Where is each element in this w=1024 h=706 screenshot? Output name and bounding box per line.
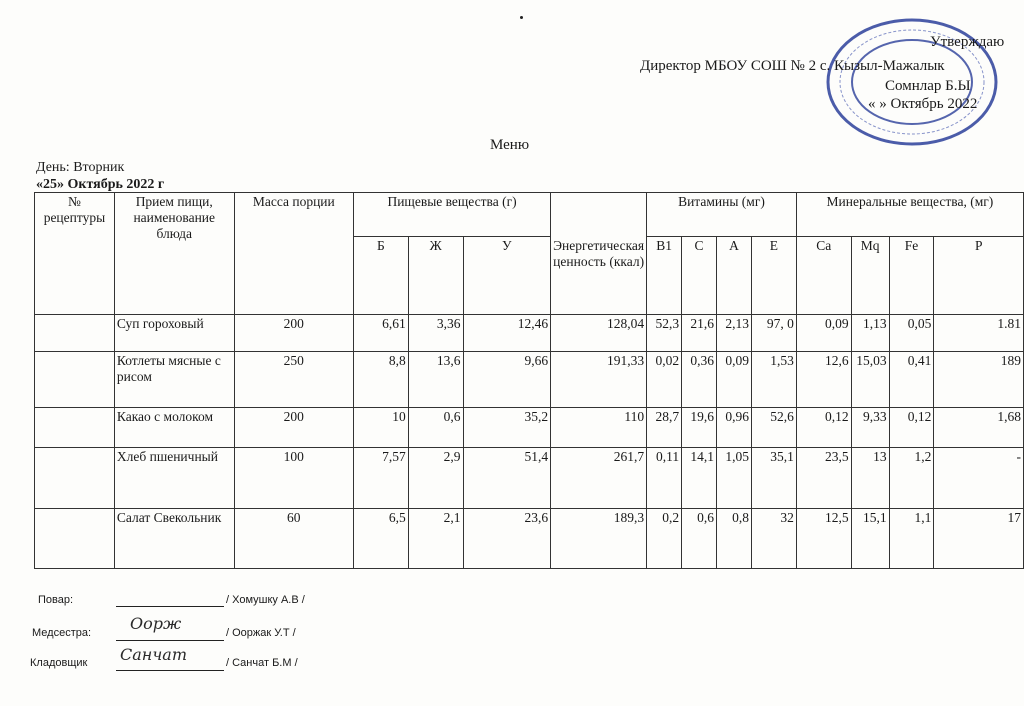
protein-cell: 7,57 xyxy=(353,448,408,509)
vitamin-b1-cell: 52,3 xyxy=(647,315,682,352)
carb-cell: 23,6 xyxy=(463,509,551,569)
phosphorus-cell: - xyxy=(934,448,1024,509)
phosphorus-cell: 1,68 xyxy=(934,408,1024,448)
storekeeper-name: / Санчат Б.М / xyxy=(226,657,298,669)
vitamin-a-cell: 0,96 xyxy=(717,408,752,448)
magnesium-cell: 15,03 xyxy=(851,352,889,408)
energy-cell: 261,7 xyxy=(551,448,647,509)
subheader-zh: Ж xyxy=(408,237,463,315)
subheader-fe: Fe xyxy=(889,237,934,315)
document-title: Меню xyxy=(490,137,530,153)
table-row xyxy=(35,315,1024,352)
mass-cell: 100 xyxy=(234,448,353,509)
mass-cell: 200 xyxy=(234,408,353,448)
fat-cell: 2,9 xyxy=(408,448,463,509)
vitamin-b1-cell: 0,2 xyxy=(647,509,682,569)
phosphorus-cell: 17 xyxy=(934,509,1024,569)
date-label: «25» Октябрь 2022 г xyxy=(36,177,165,192)
iron-cell: 0,05 xyxy=(889,315,934,352)
header-nutrients: Пищевые вещества (г) xyxy=(353,193,550,237)
subheader-a: A xyxy=(717,237,752,315)
subheader-c: C xyxy=(682,237,717,315)
vitamin-c-cell: 19,6 xyxy=(682,408,717,448)
vitamin-b1-cell: 28,7 xyxy=(647,408,682,448)
vitamin-c-cell: 0,6 xyxy=(682,509,717,569)
vitamin-a-cell: 0,09 xyxy=(717,352,752,408)
phosphorus-cell: 189 xyxy=(934,352,1024,408)
ink-dot xyxy=(520,16,523,19)
dish-name: Какао с молоком xyxy=(114,408,234,448)
header-meal: Прием пищи, наименование блюда xyxy=(114,193,234,315)
approval-signatory: Сомнлар Б.Ы xyxy=(885,78,971,94)
dish-name: Салат Свекольник xyxy=(114,509,234,569)
fat-cell: 3,36 xyxy=(408,315,463,352)
energy-cell: 189,3 xyxy=(551,509,647,569)
recipe-cell xyxy=(35,509,115,569)
protein-cell: 6,61 xyxy=(353,315,408,352)
approval-director: Директор МБОУ СОШ № 2 с. Кызыл-Мажалык xyxy=(640,58,945,74)
carb-cell: 12,46 xyxy=(463,315,551,352)
energy-cell: 191,33 xyxy=(551,352,647,408)
carb-cell: 35,2 xyxy=(463,408,551,448)
magnesium-cell: 15,1 xyxy=(851,509,889,569)
calcium-cell: 0,12 xyxy=(796,408,851,448)
nurse-name: / Ооржак У.Т / xyxy=(226,627,296,639)
approval-line-1: Утверждаю xyxy=(930,34,1005,50)
header-vitamins: Витамины (мг) xyxy=(647,193,797,237)
table-row xyxy=(35,509,1024,569)
day-label: День: Вторник xyxy=(36,160,125,175)
vitamin-a-cell: 2,13 xyxy=(717,315,752,352)
vitamin-b1-cell: 0,02 xyxy=(647,352,682,408)
nurse-signature-line xyxy=(116,640,224,641)
mass-cell: 60 xyxy=(234,509,353,569)
recipe-cell xyxy=(35,448,115,509)
fat-cell: 2,1 xyxy=(408,509,463,569)
fat-cell: 13,6 xyxy=(408,352,463,408)
header-energy: Энергетическая ценность (ккал) xyxy=(551,193,647,315)
iron-cell: 0,41 xyxy=(889,352,934,408)
calcium-cell: 0,09 xyxy=(796,315,851,352)
mass-cell: 200 xyxy=(234,315,353,352)
table-row xyxy=(35,448,1024,509)
protein-cell: 6,5 xyxy=(353,509,408,569)
phosphorus-cell: 1.81 xyxy=(934,315,1024,352)
subheader-b1: B1 xyxy=(647,237,682,315)
vitamin-c-cell: 0,36 xyxy=(682,352,717,408)
fat-cell: 0,6 xyxy=(408,408,463,448)
iron-cell: 0,12 xyxy=(889,408,934,448)
calcium-cell: 23,5 xyxy=(796,448,851,509)
vitamin-a-cell: 0,8 xyxy=(717,509,752,569)
vitamin-e-cell: 32 xyxy=(751,509,796,569)
subheader-p: P xyxy=(934,237,1024,315)
recipe-cell xyxy=(35,408,115,448)
header-recipe: № рецептуры xyxy=(35,193,115,315)
subheader-u: У xyxy=(463,237,551,315)
subheader-e: E xyxy=(751,237,796,315)
iron-cell: 1,2 xyxy=(889,448,934,509)
subheader-b: Б xyxy=(353,237,408,315)
calcium-cell: 12,5 xyxy=(796,509,851,569)
vitamin-e-cell: 97, 0 xyxy=(751,315,796,352)
vitamin-e-cell: 1,53 xyxy=(751,352,796,408)
cook-label: Повар: xyxy=(38,594,74,606)
magnesium-cell: 9,33 xyxy=(851,408,889,448)
recipe-cell xyxy=(35,352,115,408)
table-row xyxy=(35,352,1024,408)
menu-table xyxy=(34,192,1024,569)
energy-cell: 110 xyxy=(551,408,647,448)
dish-name: Суп гороховый xyxy=(114,315,234,352)
vitamin-c-cell: 21,6 xyxy=(682,315,717,352)
subheader-ca: Ca xyxy=(796,237,851,315)
energy-cell: 128,04 xyxy=(551,315,647,352)
header-mass: Масса порции xyxy=(234,193,353,315)
vitamin-a-cell: 1,05 xyxy=(717,448,752,509)
dish-name: Котлеты мясные с рисом xyxy=(114,352,234,408)
cook-signature-line xyxy=(116,606,224,607)
carb-cell: 51,4 xyxy=(463,448,551,509)
recipe-cell xyxy=(35,315,115,352)
dish-name: Хлеб пшеничный xyxy=(114,448,234,509)
nurse-signature: Оорж xyxy=(130,614,182,633)
vitamin-c-cell: 14,1 xyxy=(682,448,717,509)
iron-cell: 1,1 xyxy=(889,509,934,569)
protein-cell: 8,8 xyxy=(353,352,408,408)
storekeeper-signature-line xyxy=(116,670,224,671)
storekeeper-signature: Санчат xyxy=(120,645,187,664)
header-minerals: Минеральные вещества, (мг) xyxy=(796,193,1023,237)
mass-cell: 250 xyxy=(234,352,353,408)
approval-date: « » Октябрь 2022 xyxy=(868,96,978,112)
carb-cell: 9,66 xyxy=(463,352,551,408)
magnesium-cell: 13 xyxy=(851,448,889,509)
protein-cell: 10 xyxy=(353,408,408,448)
storekeeper-label: Кладовщик xyxy=(30,657,88,669)
vitamin-b1-cell: 0,11 xyxy=(647,448,682,509)
nurse-label: Медсестра: xyxy=(32,627,92,639)
cook-name: / Хомушку А.В / xyxy=(226,594,305,606)
table-row xyxy=(35,408,1024,448)
magnesium-cell: 1,13 xyxy=(851,315,889,352)
vitamin-e-cell: 52,6 xyxy=(751,408,796,448)
subheader-mq: Mq xyxy=(851,237,889,315)
vitamin-e-cell: 35,1 xyxy=(751,448,796,509)
calcium-cell: 12,6 xyxy=(796,352,851,408)
